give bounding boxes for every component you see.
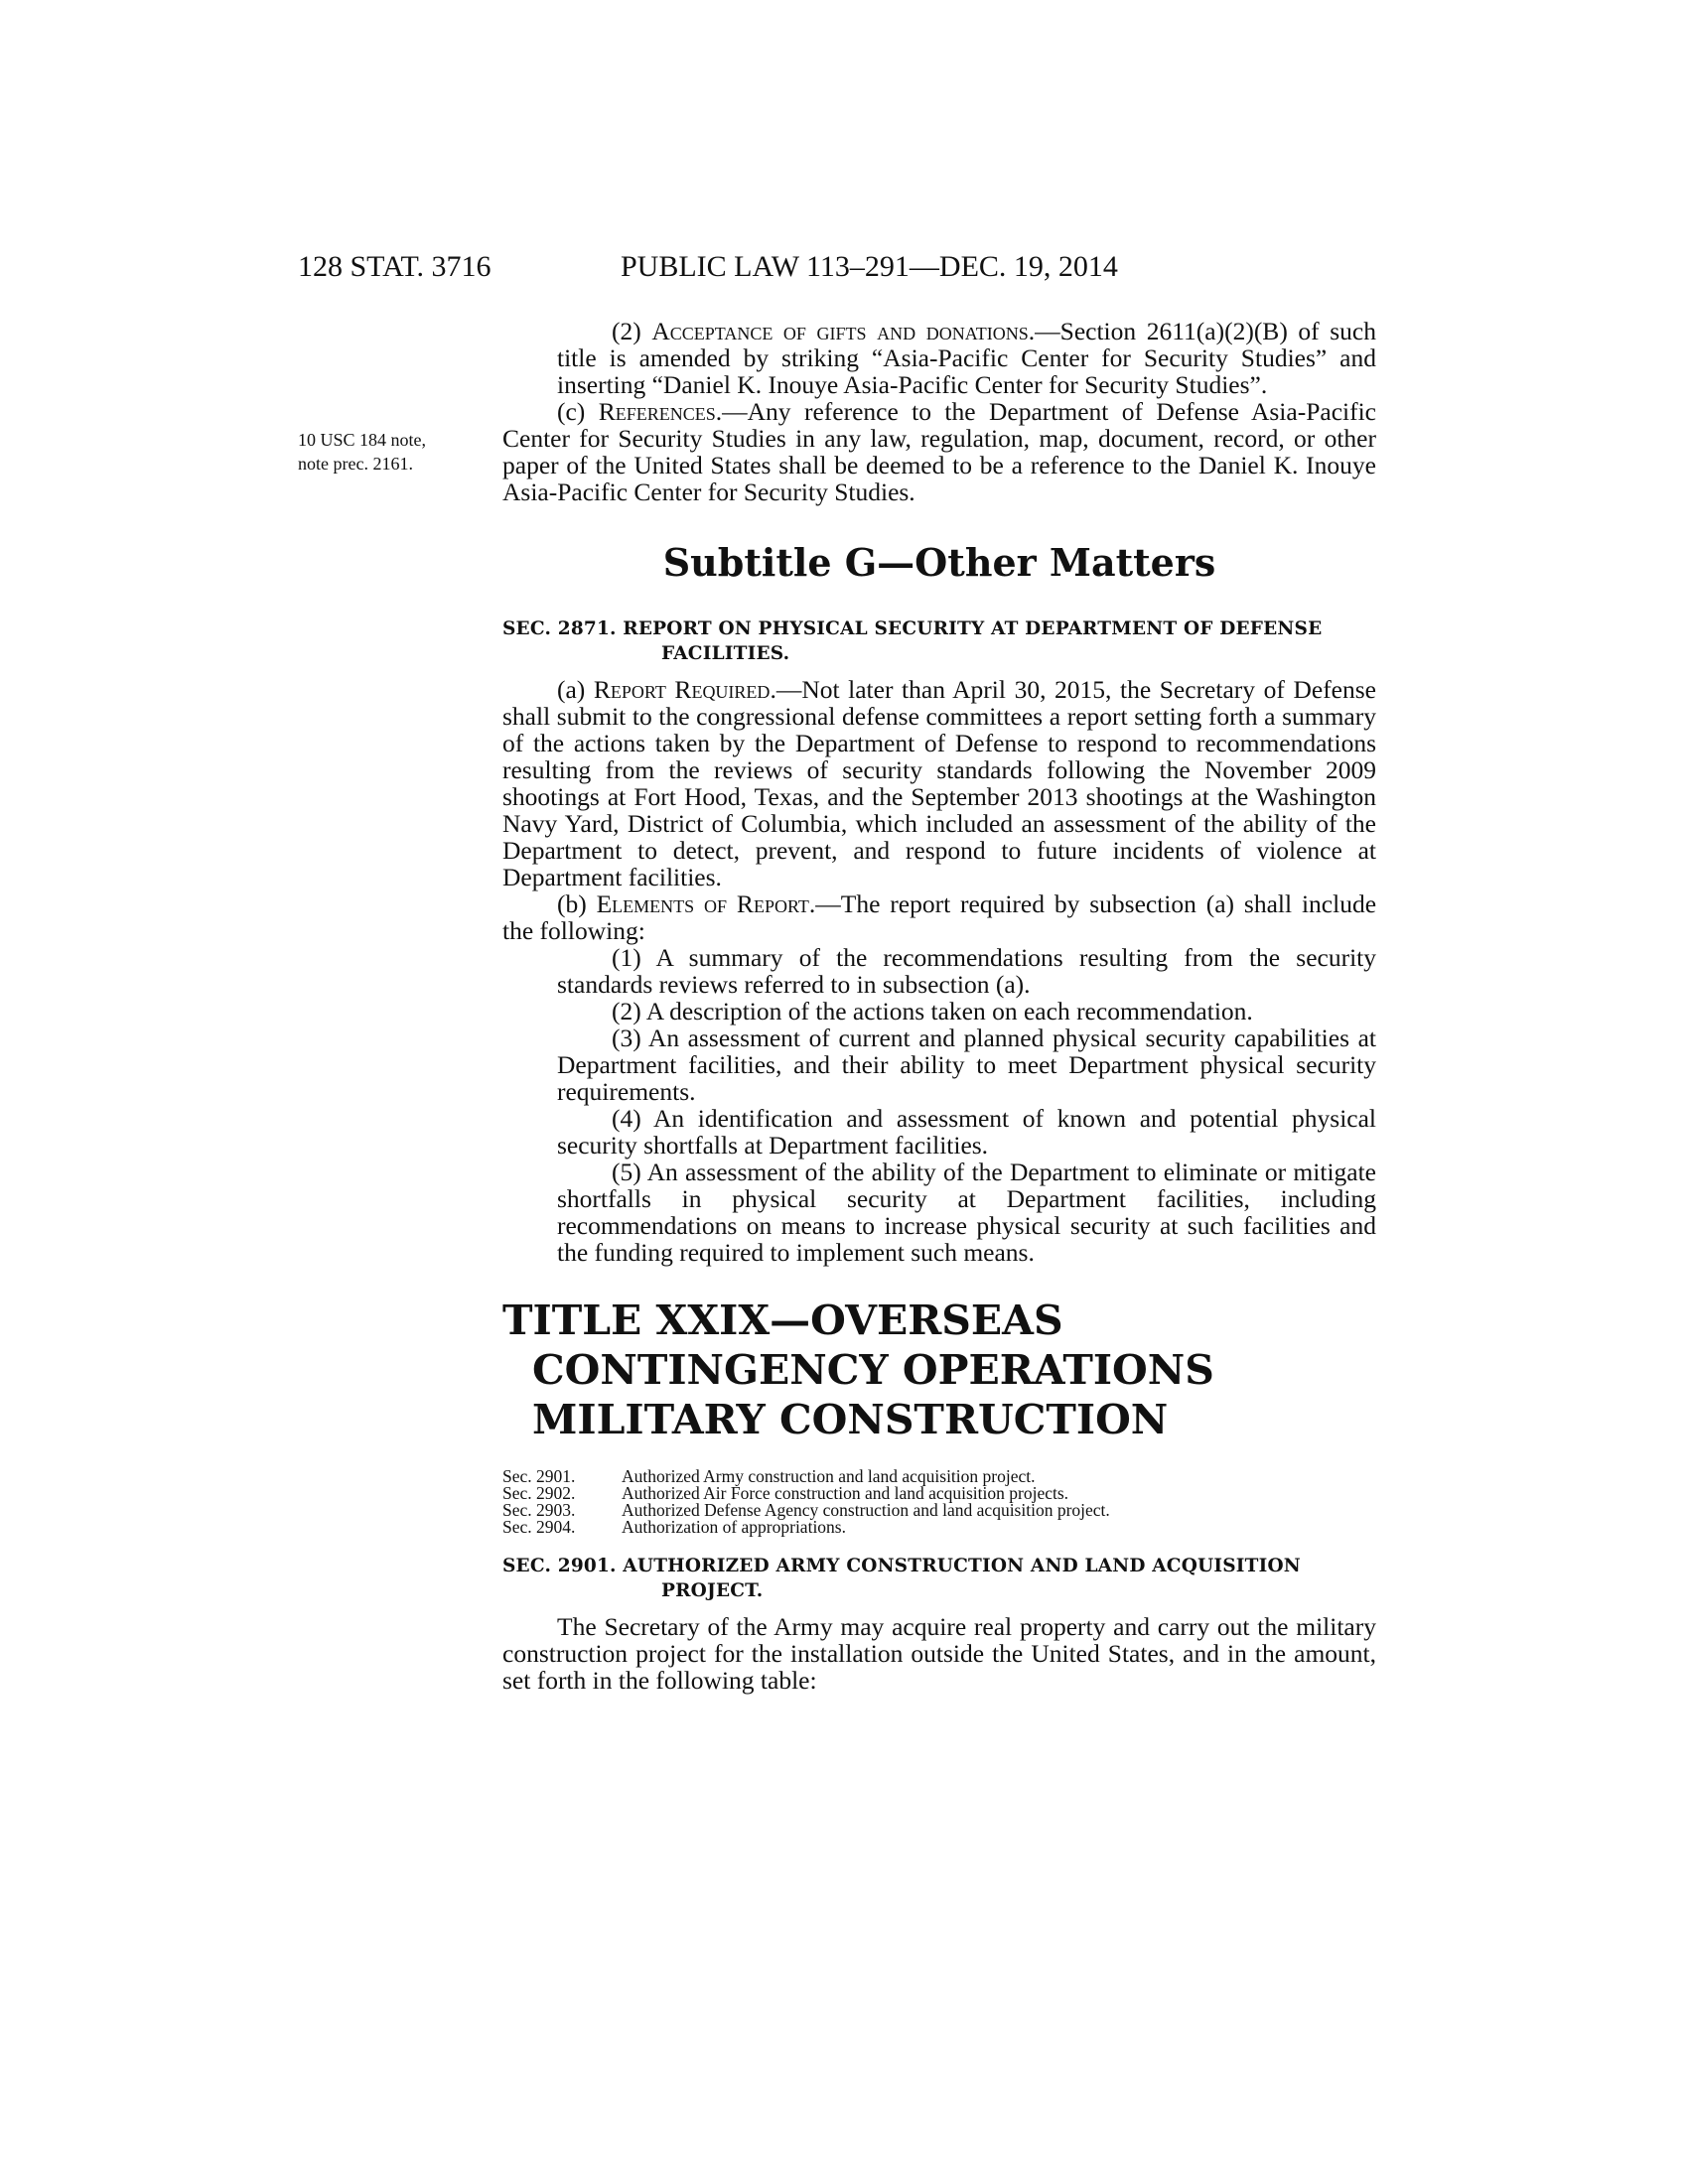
- toc-section-title: Authorized Defense Agency construction and land acquisition project.: [622, 1500, 1110, 1520]
- paragraph-number: (2): [612, 317, 652, 345]
- section-2871-subsection-a: [502, 676, 1376, 890]
- list-item: (4) An identification and assessment of known and potential physical security shortfalls at Department facilities.: [557, 1104, 1376, 1160]
- margin-note-line-2: note prec. 2161.: [298, 454, 413, 474]
- section-2871-subsection-b: [502, 890, 1376, 944]
- paragraph-text: .—Section 2611(a)(2)(B) of such title is amended by striking “Asia-Pacific Center for Security Studies” and inserting “Daniel K. Inouye Asia-Pacific Center for Security Studies”.: [557, 317, 1376, 399]
- list-item: (3) An assessment of current and planned physical security capabilities at Department facilities, and their ability to meet Department physical security requirements.: [557, 1024, 1376, 1106]
- paragraph-number: (c): [557, 397, 599, 426]
- section-2871-heading: SEC. 2871. REPORT ON PHYSICAL SECURITY AT DEPARTMENT OF DEFENSE FACILITIES.: [502, 618, 1323, 664]
- paragraph-heading: References: [598, 397, 716, 426]
- subsection-text: .—Not later than April 30, 2015, the Secretary of Defense shall submit to the congressional defense committees a report setting forth a summary of the actions taken by the Department of Defense to respond to recommendations resulting from the reviews of security standards following the November 2009 shootings at Fort Hood, Texas, and the September 2013 shootings at the Washington Navy Yard, District of Columbia, which included an assessment of the ability of the Department to detect, prevent, and respond to future incidents of violence at Department facilities.: [502, 675, 1376, 891]
- toc-row: [502, 1519, 1376, 1536]
- toc-section-number: Sec. 2903.: [502, 1500, 576, 1520]
- toc-section-title: Authorization of appropriations.: [622, 1517, 846, 1537]
- toc-section-number: Sec. 2904.: [502, 1517, 576, 1537]
- subsection-heading: Report Required: [593, 675, 771, 704]
- section-2901-heading: SEC. 2901. AUTHORIZED ARMY CONSTRUCTION AND LAND ACQUISITION PROJECT.: [502, 1556, 1301, 1601]
- paragraph-heading: Acceptance of gifts and donations: [651, 317, 1029, 345]
- running-head: [298, 250, 1370, 290]
- subsection-number: (b): [557, 889, 597, 918]
- table-of-contents: [502, 1468, 1376, 1536]
- paragraph-text: .—Any reference to the Department of Defense Asia-Pacific Center for Security Studies in any law, regulation, map, document, record, or other paper of the United States shall be deemed to be a reference to the Daniel K. Inouye Asia-Pacific Center for Security Studies.: [502, 397, 1376, 506]
- margin-note: [298, 428, 487, 476]
- public-law-title: PUBLIC LAW 113–291—DEC. 19, 2014: [621, 250, 1118, 283]
- margin-note-line-1: 10 USC 184 note,: [298, 430, 427, 450]
- paragraph-acceptance-of-gifts: [502, 318, 1376, 398]
- toc-section-number: Sec. 2901.: [502, 1466, 576, 1486]
- title-xxix-heading: TITLE XXIX—OVERSEAS CONTINGENCY OPERATIONS MILITARY CONSTRUCTION: [502, 1297, 1214, 1443]
- list-item: (2) A description of the actions taken on each recommendation.: [612, 997, 1253, 1025]
- list-item: (5) An assessment of the ability of the Department to eliminate or mitigate shortfalls in physical security at Department facilities, including recommendations on means to increase physical security at such facilities and the funding required to implement such means.: [557, 1158, 1376, 1267]
- subsection-text: .—The report required by subsection (a) shall include the following:: [502, 889, 1377, 945]
- paragraph-references: [502, 398, 1376, 505]
- subsection-number: (a): [557, 675, 594, 704]
- subsection-heading: Elements of Report: [596, 889, 809, 918]
- list-item: (1) A summary of the recommendations resulting from the security standards reviews referred to in subsection (a).: [557, 943, 1376, 999]
- stat-citation: 128 STAT. 3716: [298, 250, 492, 283]
- subtitle-heading: Subtitle G—Other Matters: [662, 540, 1216, 585]
- toc-section-title: Authorized Air Force construction and land acquisition projects.: [622, 1483, 1069, 1503]
- section-2901-text: The Secretary of the Army may acquire real property and carry out the military construction project for the installation outside the United States, and in the amount, set forth in the following table:: [502, 1612, 1376, 1695]
- toc-section-title: Authorized Army construction and land acquisition project.: [622, 1466, 1036, 1486]
- toc-section-number: Sec. 2902.: [502, 1483, 576, 1503]
- body-column: [502, 318, 1376, 1694]
